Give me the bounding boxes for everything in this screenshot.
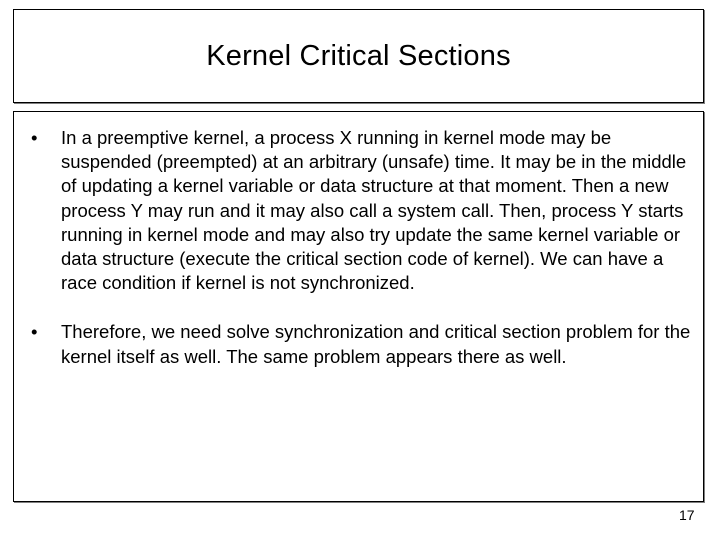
bullet-text: In a preemptive kernel, a process X running in kernel mode may be suspended (preempted) at an arbitrary (unsafe) time. It may be in the middle of updating a kernel variable or data structure at that moment. Then a new process Y may run and it may also call a system call. Then, process Y starts running in kernel mode and may also try update the same kernel variable or data structure (execute the critical section code of kernel). We can have a race condition if kernel is not synchronized. bbox=[61, 127, 687, 294]
bullet-icon: • bbox=[31, 321, 38, 343]
slide-title: Kernel Critical Sections bbox=[206, 39, 511, 72]
bullet-item-preemptive-kernel bbox=[14, 126, 703, 295]
bullet-text: Therefore, we need solve synchronization and critical section problem for the kernel itself as well. The same problem appears there as well. bbox=[61, 321, 691, 367]
bullet-list bbox=[14, 126, 703, 369]
title-frame bbox=[13, 9, 704, 103]
bullet-item-synchronization-need bbox=[14, 320, 703, 368]
content-frame bbox=[13, 111, 704, 502]
page-number: 17 bbox=[679, 507, 695, 523]
bullet-icon: • bbox=[31, 127, 38, 148]
